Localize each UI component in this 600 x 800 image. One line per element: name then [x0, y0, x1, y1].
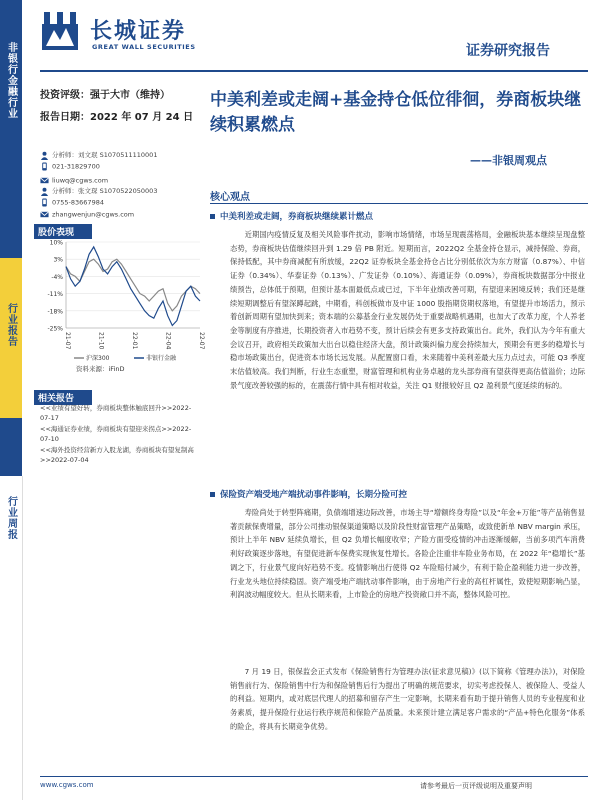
legend-label: 沪深300	[86, 355, 110, 362]
analyst-contact-line	[40, 150, 157, 160]
x-tick-label: 21-07	[64, 332, 71, 350]
sidebar-category-band	[0, 0, 22, 258]
sidebar-report-band	[0, 258, 22, 418]
related-reports-list	[40, 404, 200, 467]
analyst-contact-text: 分析师：刘文珉 S1070511110001	[52, 151, 158, 159]
series-line	[66, 247, 200, 326]
section-paragraph: 寿险尚处于转型阵痛期，负债端增速边际改善，市场主导“增额终身寿险”以及“年金+万能”等产品销售显著贡献保费增量，部分公司推动银保渠道策略以及阶段性财富管理产品策略，或致使新单 NBV margin 承压，预计上半年 NBV 延续负增长，但 Q2 负增长幅度收窄；产险方面受疫情的冲击逐渐缓解，当前多项汽车消费利好政策逐步落地，有望促进新车保费实现恢复性增长。各险企注重非车险业务布局，在 2022 年“稳增长”基调之下，行业景气度向好趋势不变。疫情影响出行使得 Q2 车险赔付减少，有利于险企盈利能力进一步改善，行业龙头地位持续稳固。资产端受地产端扰动事件影响，由于房地产行业的高杠杆属性，致使短期影响凸显，利润波动幅度较大。但从长期来看，上市险企的房地产投资敞口并不高，整体风险可控。	[230, 508, 585, 600]
brand-name-en: GREAT WALL SECURITIES	[92, 43, 196, 51]
legend-label: 非银行金融	[146, 355, 177, 362]
section-heading: 保险资产端受地产端扰动事件影响，长期分险可控	[220, 490, 408, 500]
x-tick-label: 22-01	[131, 332, 138, 350]
analyst-contact-text: liuwq@cgws.com	[52, 176, 109, 185]
core-views-tag: 核心观点	[210, 192, 250, 203]
mail-icon	[40, 211, 52, 219]
investment-rating: 投资评级：强于大市（维持）	[40, 90, 170, 101]
core-divider	[210, 203, 588, 204]
sidebar-weekly-label: 行业周报	[5, 496, 17, 540]
analyst-contact-line	[40, 198, 104, 207]
report-type-label: 证券研究报告	[466, 43, 550, 59]
section-heading: 中美利差或走阔，券商板块继续累计燃点	[220, 212, 374, 222]
sidebar-report-label: 行业报告	[5, 303, 17, 347]
sidebar-gap-band	[0, 418, 22, 476]
y-tick-label: 3%	[53, 256, 63, 264]
stock-performance-chart	[40, 236, 210, 362]
y-tick-label: -4%	[51, 273, 63, 281]
x-tick-label: 21-10	[97, 332, 105, 350]
analyst-contact-line[interactable]	[40, 176, 108, 185]
report-title: 中美利差或走阔+基金持仓低位徘徊，券商板块继续积累燃点	[210, 90, 582, 135]
section-paragraph: 7 月 19 日，银保监会正式发布《保险销售行为管理办法(征求意见稿)》(以下简称《管理办法》)，对保险销售前行为、保险销售中行为和保险销售后行为提出了明确的规范要求，切实考虑投保人、被保险人、受益人的利益。短期内，或对底层代理人的招募和留存产生一定影响，长期来看有助于提升销售人员的专业程度和业务素质，提升保险行业运行秩序规范和保险产品质量。未来预计建立满足客户需求的“产品+特色化服务”体系的险企，将具有长期竞争优势。	[230, 667, 585, 731]
analyst-contact-text: zhangwenjun@cgws.com	[52, 210, 135, 219]
y-tick-label: 10%	[49, 239, 63, 247]
footer-website-link[interactable]: www.cgws.com	[40, 781, 94, 789]
analyst-contact-line[interactable]	[40, 210, 134, 219]
bullet-square-icon	[210, 214, 215, 219]
report-date: 报告日期：2022 年 07 月 24 日	[40, 112, 194, 123]
phone-icon	[40, 199, 52, 207]
y-tick-label: -11%	[47, 291, 63, 299]
analyst-contact-line	[40, 162, 100, 171]
phone-icon	[40, 163, 52, 171]
footer-divider	[40, 776, 588, 777]
section-paragraph: 近期国内疫情反复及相关风险事件扰动，影响市场情绪，市场呈现震荡格局，金融板块基本继续呈现盘整态势，券商板块估值继续回升到 1.29 倍 PB 附近。短期而言，2022Q2 全基金持仓显示，减持保险、券商，保持低配，其中券商减配有所放缓，22Q2 证券板块全基金持仓占比分别低依次为东方财富（0.87%）、中信证券（0.34%）、华泰证券（0.13%）、广发证券（0.10%）、海通证券（0.09%），券商板块数据部分中报业绩预告，总体低于预期，但预计基本面最低点或已过，下半年业绩改善可期，有望迎来困境反转；我们还是继续短期调整后有望深蹲起跳，中期看，科创板做市及中证 1000 股指期货期权落地，有望提升市场活力，预示着创新周期有望加快到来；资本端的公募基金行业发展仍处于重要战略机遇期，也加大了改革力度，个人养老金等制度有序推进，长期投资者入市趋势不变，预计后续会有更多支持政策出台。此外，我们认为今年有重大会议召开，政府相关政策加大出台以稳住经济大盘，预计政策纠偏力度会持续加大，预期会有更多的稳增长与稳市场政策出台，促进资本市场长远发展。从配置窗口看，未来随着中美利差最大压力点过去，可能 Q3 季度末估值较高。我们判断，行业生态重塑，财富管理和机构业务卓越的龙头部券商有望获得更高估值溢价；边际景气度改善较强的标的，在震荡行情中具有相对收益，关注 Q1 财报较好且 Q2 盈利景气度延续的标的。	[230, 230, 585, 390]
related-report-item[interactable]: <<海外投资经营新方入股龙湖，券商板块有望复制高>>2022-07-04	[40, 446, 194, 464]
related-reports-tag: 相关报告	[34, 390, 92, 405]
brand-name-cn: 长城证券	[90, 18, 187, 44]
mail-icon	[40, 177, 52, 185]
bullet-square-icon	[210, 492, 215, 497]
sidebar-category-label: 非银行金融行业	[5, 42, 17, 119]
person-icon	[40, 187, 52, 195]
analyst-contact-text: 0755-83667984	[52, 198, 104, 207]
related-report-item[interactable]: <<业绩有望好转，券商板块整体触底回升>>2022-07-17	[40, 404, 192, 422]
analyst-contact-text: 021-31829700	[52, 162, 100, 171]
series-line	[66, 259, 200, 311]
sidebar-weekly-band	[0, 476, 23, 800]
chart-source-note: 资料来源：iFinD	[76, 365, 125, 373]
x-tick-label: 22-04	[164, 332, 172, 350]
brand-logo-icon	[40, 12, 80, 52]
header-divider	[40, 70, 588, 72]
analyst-contact-line	[40, 186, 157, 196]
y-tick-label: -25%	[47, 325, 63, 333]
y-tick-label: -18%	[47, 308, 63, 316]
related-report-item[interactable]: <<海通证券业绩，券商板块有望迎来拐点>>2022-07-10	[40, 425, 192, 443]
footer-disclaimer: 请参考最后一页评级说明及重要声明	[420, 782, 532, 790]
report-subtitle: ——非银周观点	[470, 154, 547, 167]
stock-performance-tag: 股价表现	[34, 224, 92, 239]
person-icon	[40, 151, 52, 159]
analyst-contact-text: 分析师：张文琛 S1070522050003	[52, 187, 158, 195]
x-tick-label: 22-07	[198, 332, 205, 350]
